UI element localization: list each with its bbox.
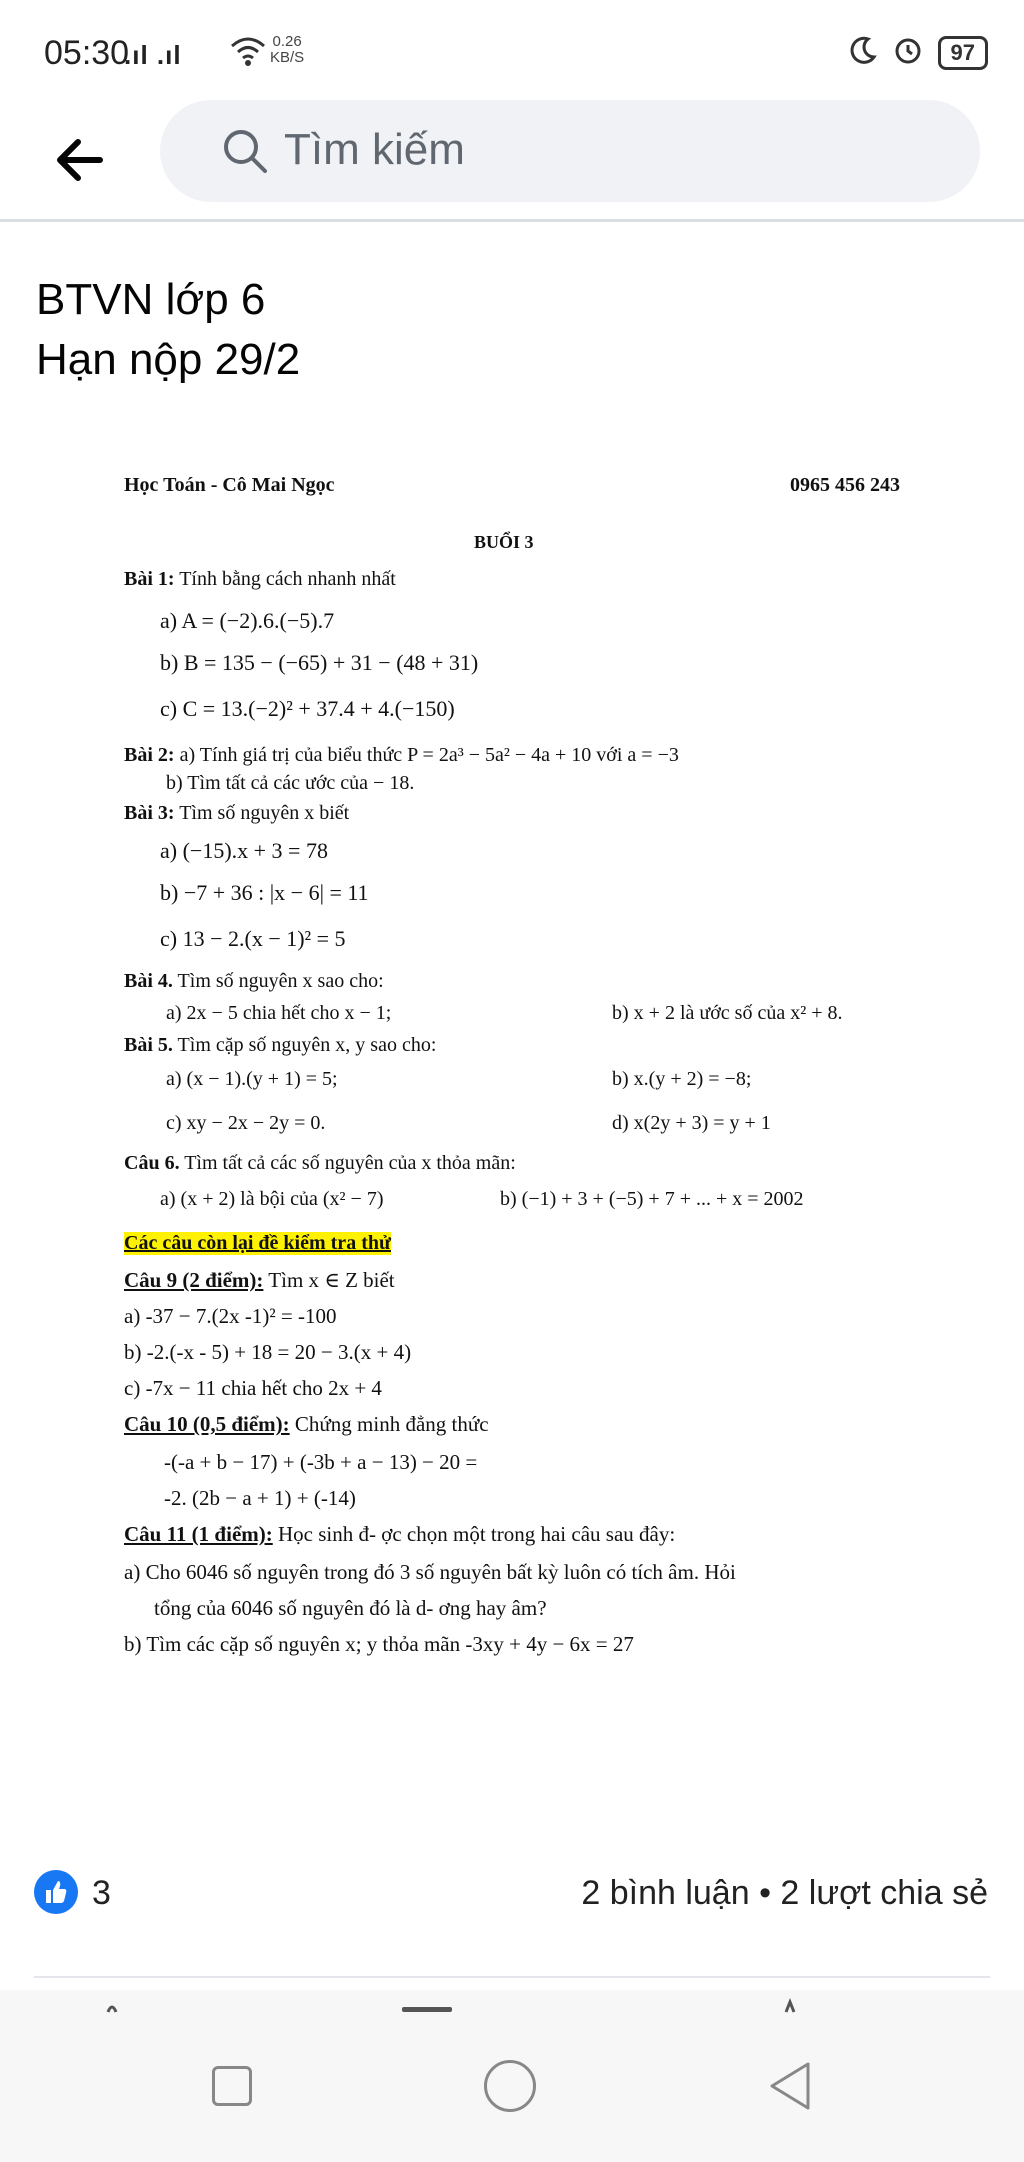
doc-session: BUỔI 3 <box>474 532 534 552</box>
doc-header-left: Học Toán - Cô Mai Ngọc <box>124 474 335 496</box>
cau9-b: b) -2.(-x - 5) + 18 = 20 − 3.(x + 4) <box>124 1340 412 1364</box>
bai1-title: Bài 1: <box>124 568 175 590</box>
bai5-text: Tìm cặp số nguyên x, y sao cho: <box>172 1034 437 1056</box>
cau11-a1: a) Cho 6046 số nguyên trong đó 3 số nguyên bất kỳ luôn có tích âm. Hỏi <box>124 1560 736 1584</box>
cau6-a: a) (x + 2) là bội của (x² − 7) <box>160 1188 384 1210</box>
cau10-text: Chứng minh đẳng thức <box>289 1412 489 1436</box>
alarm-icon <box>892 34 924 71</box>
net-speed-value: 0.26 <box>272 33 302 50</box>
like-count[interactable]: 3 <box>92 1874 111 1912</box>
bai5-d: d) x(2y + 3) = y + 1 <box>612 1112 771 1134</box>
search-input[interactable] <box>160 100 980 202</box>
bai1-a: a) A = (−2).6.(−5).7 <box>160 608 335 633</box>
recent-apps-button[interactable] <box>212 2066 252 2106</box>
signal-icon: .ıl .ıl <box>124 40 182 70</box>
bai2-heading <box>124 744 679 767</box>
bai4-a: a) 2x − 5 chia hết cho x − 1; <box>166 1002 392 1024</box>
cau11-a2: tổng của 6046 số nguyên đó là d- ơng hay âm? <box>154 1596 547 1620</box>
bai3-c: c) 13 − 2.(x − 1)² = 5 <box>160 926 346 951</box>
cau9-c: c) -7x − 11 chia hết cho 2x + 4 <box>124 1376 382 1400</box>
bai5-c: c) xy − 2x − 2y = 0. <box>166 1112 326 1134</box>
bai4-title: Bài 4. <box>124 970 173 992</box>
bai5-b: b) x.(y + 2) = −8; <box>612 1068 752 1090</box>
cau10-line2: -2. (2b − a + 1) + (-14) <box>164 1486 356 1510</box>
net-speed-unit: KB/S <box>270 49 305 66</box>
engagement-bar <box>0 1870 1024 1940</box>
post-title-line2: Hạn nộp 29/2 <box>36 335 301 384</box>
bai3-heading <box>124 802 349 825</box>
header-divider <box>0 219 1024 222</box>
cau11-b: b) Tìm các cặp số nguyên x; y thỏa mãn -3xy + 4y − 6x = 27 <box>124 1632 634 1656</box>
cau11-title: Câu 11 (1 điểm): <box>124 1522 273 1546</box>
bai3-a: a) (−15).x + 3 = 78 <box>160 838 328 863</box>
clock: 05:30 <box>44 34 130 72</box>
bai2-b: b) Tìm tất cả các ước của − 18. <box>166 772 415 794</box>
bai3-title: Bài 3: <box>124 802 175 824</box>
bai2-a: a) Tính giá trị của biểu thức P = 2a³ − 5a² − 4a + 10 với a = −3 <box>174 744 679 766</box>
action-bar-partial-icons <box>0 1990 1024 2030</box>
bai1-text: Tính bằng cách nhanh nhất <box>174 568 396 590</box>
cau11-heading <box>124 1522 675 1547</box>
cau9-text: Tìm x ∈ Z biết <box>263 1268 395 1292</box>
system-nav-bar <box>0 1990 1024 2162</box>
cau9-title: Câu 9 (2 điểm): <box>124 1268 264 1292</box>
search-icon <box>220 126 270 176</box>
bai1-c: c) C = 13.(−2)² + 37.4 + 4.(−150) <box>160 696 455 721</box>
bai3-text: Tìm số nguyên x biết <box>174 802 350 824</box>
moon-icon <box>848 35 878 70</box>
doc-header-right: 0965 456 243 <box>790 474 900 496</box>
post-text <box>36 270 300 390</box>
cau9-heading <box>124 1268 395 1293</box>
top-bar <box>0 100 1024 220</box>
bai5-heading <box>124 1034 436 1057</box>
wifi-icon <box>230 36 266 71</box>
bai4-b: b) x + 2 là ước số của x² + 8. <box>612 1002 843 1024</box>
bai1-b: b) B = 135 − (−65) + 31 − (48 + 31) <box>160 650 479 675</box>
bai5-title: Bài 5. <box>124 1034 173 1056</box>
cau11-text: Học sinh đ- ợc chọn một trong hai câu sau đây: <box>272 1522 676 1546</box>
back-button[interactable] <box>50 130 110 190</box>
post-title-line1: BTVN lớp 6 <box>36 275 266 324</box>
comments-shares[interactable]: 2 bình luận • 2 lượt chia sẻ <box>581 1874 988 1912</box>
cau6-title: Câu 6. <box>124 1152 180 1174</box>
cau6-b: b) (−1) + 3 + (−5) + 7 + ... + x = 2002 <box>500 1188 804 1210</box>
net-speed <box>270 34 304 66</box>
bai4-heading <box>124 970 384 993</box>
like-icon[interactable] <box>34 1870 78 1914</box>
battery-icon: 97 <box>938 36 988 70</box>
bai4-text: Tìm số nguyên x sao cho: <box>172 970 384 992</box>
arrow-left-icon <box>50 130 110 190</box>
cau6-heading <box>124 1152 516 1175</box>
engagement-divider <box>34 1976 990 1978</box>
bai3-b: b) −7 + 36 : |x − 6| = 11 <box>160 880 369 905</box>
cau9-a: a) -37 − 7.(2x -1)² = -100 <box>124 1304 337 1328</box>
search-placeholder: Tìm kiếm <box>284 125 465 174</box>
cau10-heading <box>124 1412 489 1437</box>
post-image-worksheet[interactable] <box>0 410 1024 1800</box>
bai1-heading <box>124 568 396 591</box>
home-button[interactable] <box>484 2060 536 2112</box>
cau10-title: Câu 10 (0,5 điểm): <box>124 1412 290 1436</box>
cau6-text: Tìm tất cả các số nguyên của x thỏa mãn: <box>179 1152 516 1174</box>
bai5-a: a) (x − 1).(y + 1) = 5; <box>166 1068 338 1090</box>
status-bar <box>0 0 1024 100</box>
back-nav-icon[interactable] <box>766 2060 814 2112</box>
bai2-title: Bài 2: <box>124 744 175 766</box>
highlight-note: Các câu còn lại đề kiểm tra thử <box>124 1232 391 1254</box>
cau10-line1: -(-a + b − 17) + (-3b + a − 13) − 20 = <box>164 1450 478 1474</box>
